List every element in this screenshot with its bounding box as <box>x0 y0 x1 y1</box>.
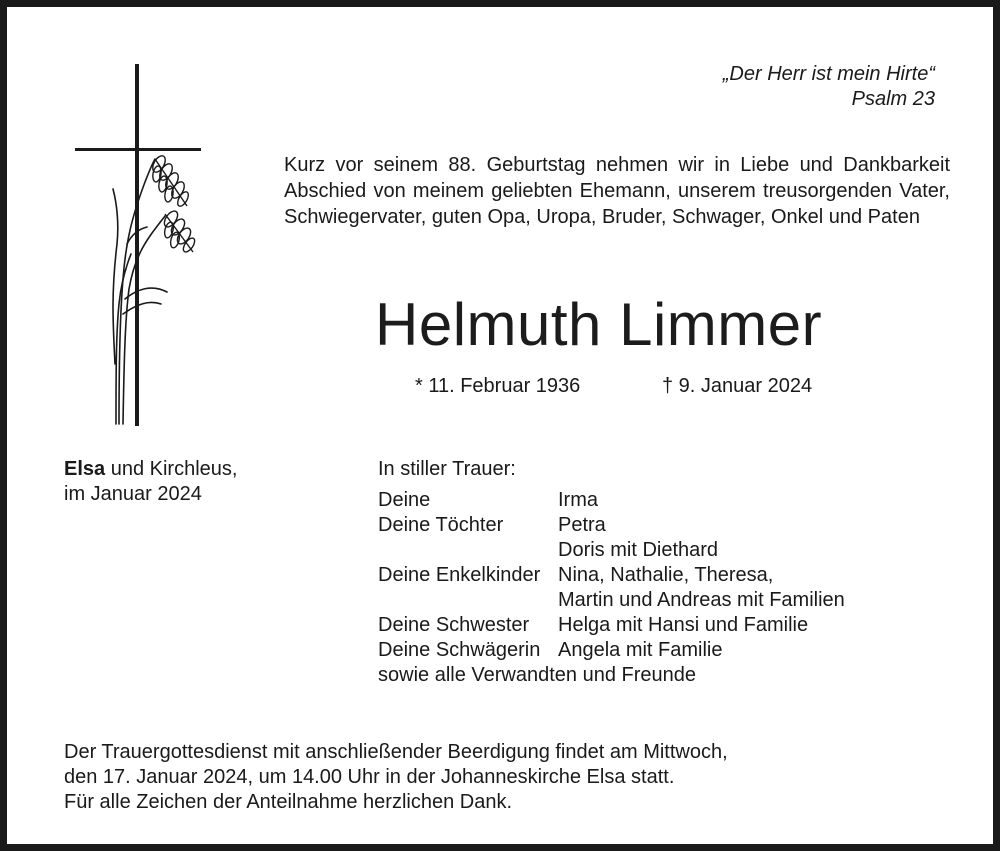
mourner-name: Petra <box>558 514 606 536</box>
mourner-role: Deine Töchter <box>378 514 504 536</box>
deceased-name: Helmuth Limmer <box>375 291 823 358</box>
place-rest: und Kirchleus, <box>105 458 238 480</box>
mourner-name: Angela mit Familie <box>558 639 723 661</box>
mourner-role: Deine Schwester <box>378 614 530 636</box>
intro-text: Kurz vor seinem 88. Geburtstag nehmen wir in Liebe und Dankbarkeit Abschied von meinem geliebten Ehemann, unserem treusorgenden Vater, Schwiegervater, guten Opa, Uropa, Bruder, Schwager, Onkel und Paten <box>284 154 950 228</box>
mourner-name: Nina, Nathalie, Theresa, <box>558 564 774 586</box>
place-and-date <box>64 457 237 507</box>
birth-date: * 11. Februar 1936 <box>415 375 581 397</box>
mourner-name: Irma <box>558 489 598 511</box>
mourner-role: Deine <box>378 489 431 511</box>
mourners-heading: In stiller Trauer: <box>378 458 516 480</box>
place-date: im Januar 2024 <box>64 483 202 505</box>
psalm-quote <box>723 62 935 112</box>
place-town: Elsa <box>64 458 106 480</box>
mourner-name: Helga mit Hansi und Familie <box>558 614 809 636</box>
place-line <box>64 457 237 482</box>
mourner-role: sowie alle Verwandten und Freunde <box>378 664 696 686</box>
quote-text: „Der Herr ist mein Hirte“ <box>722 63 935 85</box>
death-date: † 9. Januar 2024 <box>662 375 813 397</box>
closing-line-1: Der Trauergottesdienst mit anschließender Beerdigung findet am Mittwoch, <box>64 741 728 763</box>
mourner-role: Deine Schwägerin <box>378 639 541 661</box>
mourner-role: Deine Enkelkinder <box>378 564 541 586</box>
mourner-name: Doris mit Diethard <box>558 539 719 561</box>
closing-line-3: Für alle Zeichen der Anteilnahme herzlichen Dank. <box>64 791 513 813</box>
closing-text <box>64 740 728 815</box>
mourner-name: Martin und Andreas mit Familien <box>558 589 845 611</box>
cross-with-wheat-icon <box>67 64 207 426</box>
closing-line-2: den 17. Januar 2024, um 14.00 Uhr in der Johanneskirche Elsa statt. <box>64 766 675 788</box>
quote-source: Psalm 23 <box>851 88 935 110</box>
